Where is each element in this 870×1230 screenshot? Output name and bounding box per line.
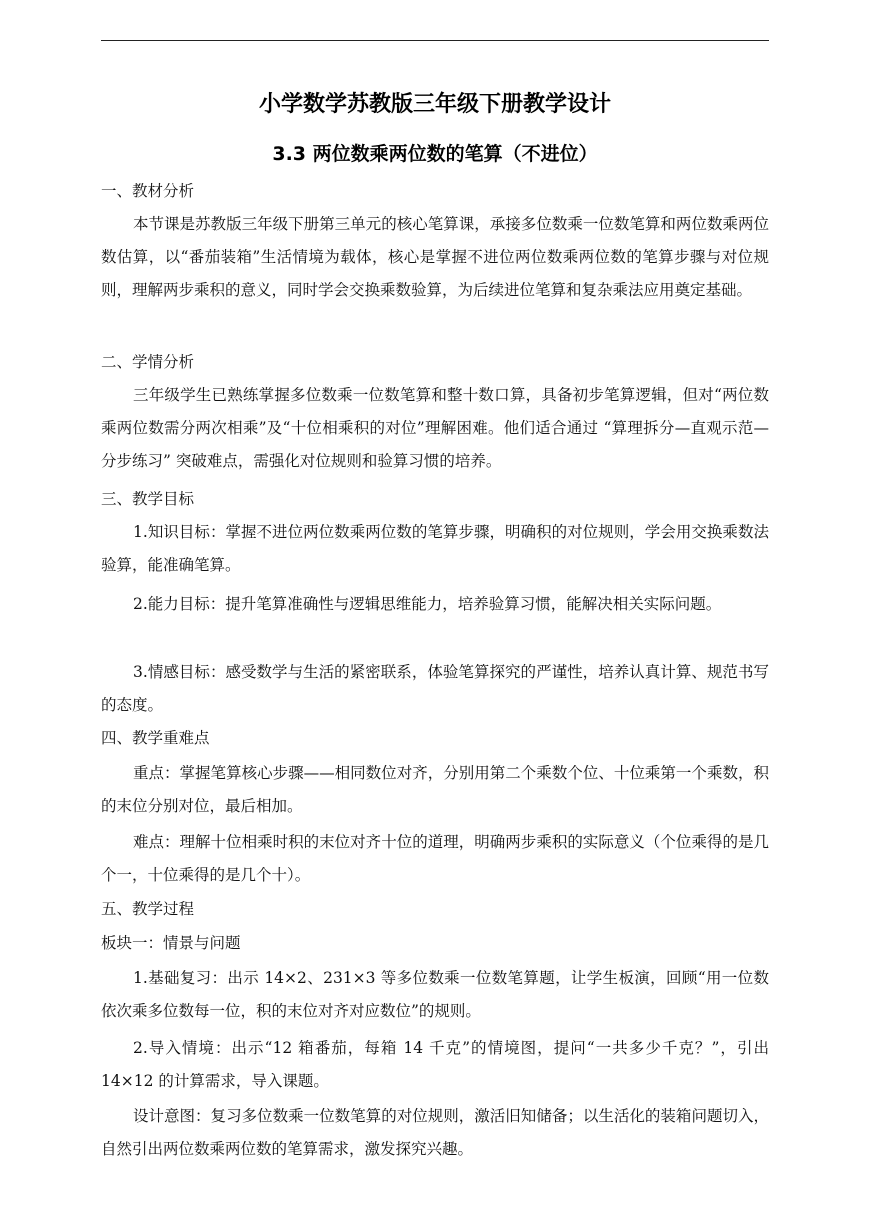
document-title: 小学数学苏教版三年级下册教学设计	[258, 92, 611, 117]
paragraph-emotion-goal: 3.情感目标：感受数学与生活的紧密联系，体验笔算探究的严谨性，培养认真计算、规范书写的态度。	[101, 663, 769, 714]
section-heading-textbook-analysis: 一、教材分析	[101, 182, 195, 200]
paragraph-ability-goal: 2.能力目标：提升笔算准确性与逻辑思维能力，培养验算习惯，能解决相关实际问题。	[133, 595, 722, 613]
lesson-subtitle: 3.3 两位数乘两位数的笔算（不进位）	[272, 143, 598, 165]
section-heading-student-analysis: 二、学情分析	[101, 353, 195, 371]
section-heading-teaching-process: 五、教学过程	[101, 900, 195, 918]
paragraph-knowledge-goal: 1.知识目标：掌握不进位两位数乘两位数的笔算步骤，明确积的对位规则，学会用交换乘数法验算，能准确笔算。	[101, 523, 769, 574]
header-rule	[101, 40, 769, 41]
paragraph-scenario-intro: 2.导入情境：出示“12 箱番茄，每箱 14 千克”的情境图，提问“一共多少千克？”，引出 14×12 的计算需求，导入课题。	[101, 1039, 769, 1090]
paragraph-design-intent: 设计意图：复习多位数乘一位数笔算的对位规则，激活旧知储备；以生活化的装箱问题切入，自然引出两位数乘两位数的笔算需求，激发探究兴趣。	[101, 1107, 769, 1158]
paragraph-difficult-point: 难点：理解十位相乘时积的末位对齐十位的道理，明确两步乘积的实际意义（个位乘得的是几个一，十位乘得的是几个十）。	[101, 833, 769, 884]
paragraph-key-point: 重点：掌握笔算核心步骤——相同数位对齐，分别用第二个乘数个位、十位乘第一个乘数，积的末位分别对位，最后相加。	[101, 764, 769, 815]
section-heading-teaching-goals: 三、教学目标	[101, 490, 195, 508]
paragraph-textbook-analysis: 本节课是苏教版三年级下册第三单元的核心笔算课，承接多位数乘一位数笔算和两位数乘两位数估算，以“番茄装箱”生活情境为载体，核心是掌握不进位两位数乘两位数的笔算步骤与对位规则，理解两步乘积的意义，同时学会交换乘数验算，为后续进位笔算和复杂乘法应用奠定基础。	[101, 215, 769, 299]
section-heading-module-one: 板块一：情景与问题	[101, 934, 241, 952]
section-heading-key-points: 四、教学重难点	[101, 729, 210, 747]
paragraph-basic-review: 1.基础复习：出示 14×2、231×3 等多位数乘一位数笔算题，让学生板演，回顾“用一位数依次乘多位数每一位，积的末位对齐对应数位”的规则。	[101, 969, 769, 1020]
paragraph-student-analysis: 三年级学生已熟练掌握多位数乘一位数笔算和整十数口算，具备初步笔算逻辑，但对“两位数乘两位数需分两次相乘”及“十位相乘积的对位”理解困难。他们适合通过 “算理拆分—直观示范—分步练习” 突破难点，需强化对位规则和验算习惯的培养。	[101, 386, 769, 470]
